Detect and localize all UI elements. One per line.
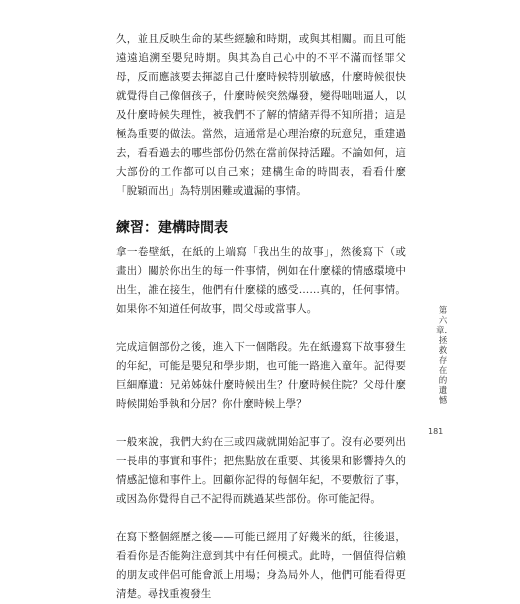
paragraph: 拿一卷壁紙，在紙的上端寫「我出生的故事」，然後寫下（或畫出）關於你出生的每一件事情，例如在什麼樣的情感環境中出生，誰在接生，他們有什麼樣的感受……真的，任何事情。如果你不知道任何故事，問父母或當事人。 — [116, 246, 406, 315]
page-number: 181 — [428, 427, 444, 436]
main-text-column — [116, 30, 406, 604]
paragraph: 完成這個部份之後，進入下一個階段。先在紙邊寫下故事發生的年紀，可能是嬰兒和學步期，也可能一路進入童年。記得要巨細靡遺：兄弟姊妹什麼時候出生？什麼時候住院？父母什麼時候開始爭執和分居？你什麼時候上學？ — [116, 341, 406, 410]
paragraph: 在寫下整個經歷之後——可能已經用了好幾米的紙，往後退，看看你是否能夠注意到其中有任何模式。此時，一個值得信賴的朋友或伴侶可能會派上用場；身為局外人，他們可能看得更清楚。尋找重複發生 — [116, 531, 406, 600]
paragraph-continued: 久，並且反映生命的某些經驗和時期，或與其相關。而且可能遠遠追溯至嬰兒時期。與其為自己心中的不平不滿而怪罪父母，反而應該要去揮認自己什麼時候特別敏感，什麼時候很快就覺得自己像個孩子，什麼時候突然爆發，變得咄咄逼人，以及什麼時候失理性，被我們不了解的情緒弄得不知所措；這是極為重要的做法。當然，這通常是心理治療的玩意兒，重建過去，看看過去的哪些部份仍然在當前保持活躍。不論如何，這大部份的工作都可以自己來；建構生命的時間表，看看什麼「脫穎而出」為特別困難或遺漏的事情。 — [116, 33, 406, 197]
paragraph: 一般來說，我們大約在三或四歲就開始記事了。沒有必要列出一長串的事實和事件；把焦點放在重要、其後果和影響持久的情感記憶和事件上。回顧你記得的每個年紀，不要敷衍了事，或因為你覺得自己不記得而跳過某些部份。你可能記得。 — [116, 436, 406, 505]
section-heading: 練習：建構時間表 — [116, 220, 228, 236]
chapter-running-head: 第六章．拯救存在的遺憾 — [436, 306, 454, 406]
